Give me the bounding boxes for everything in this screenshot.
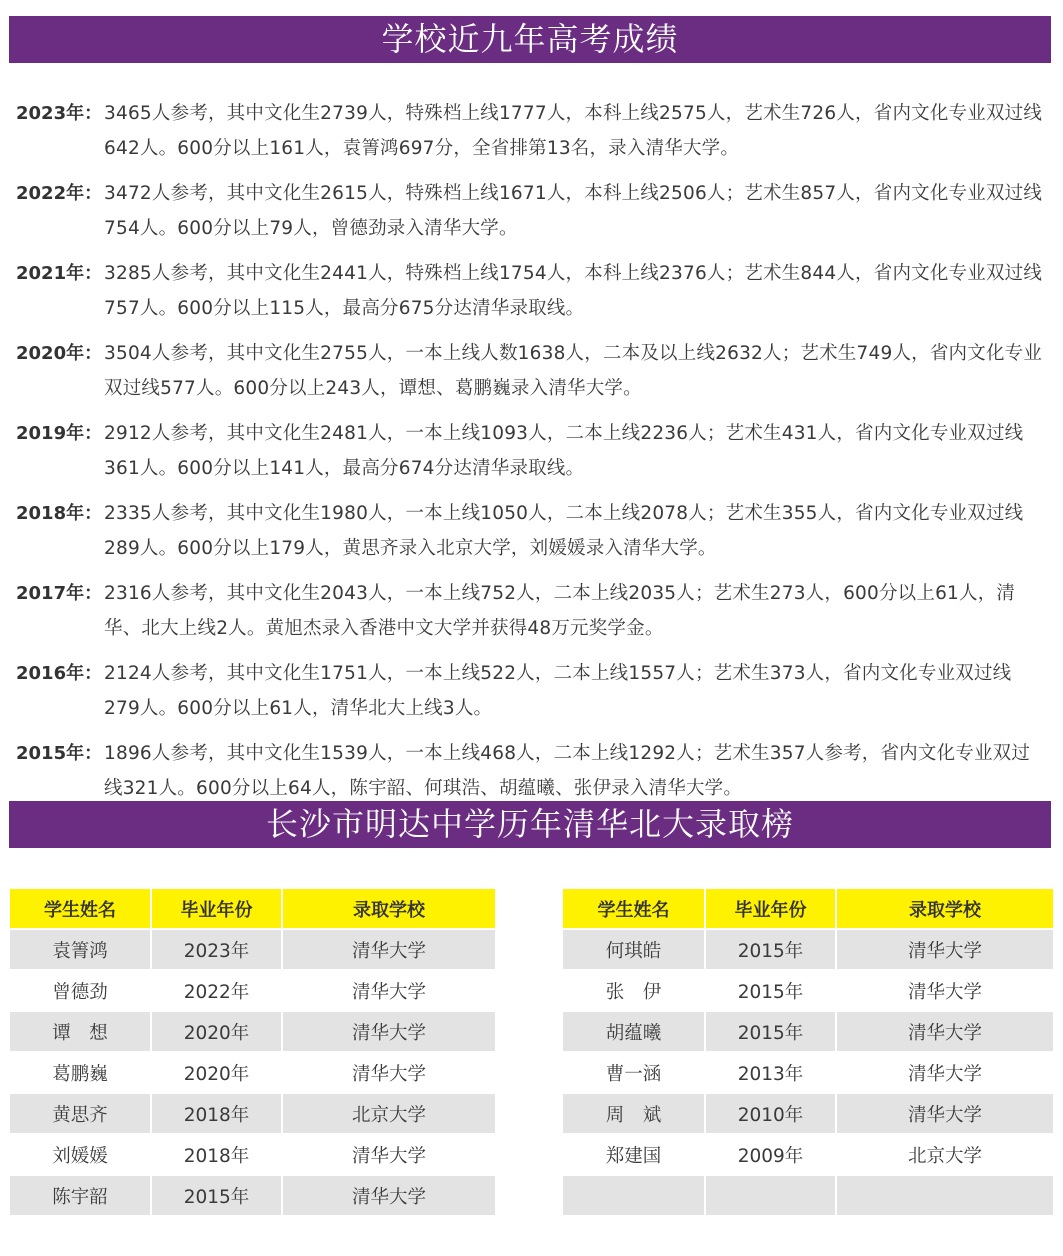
admitted-school [837, 1176, 1053, 1215]
admission-table-left [8, 887, 497, 1217]
admitted-school: 清华大学 [283, 1053, 495, 1092]
student-name: 袁箐鸿 [10, 930, 150, 969]
student-name: 谭 想 [10, 1012, 150, 1051]
table-row-empty [563, 1176, 1053, 1215]
graduation-year: 2015年 [706, 930, 835, 969]
table-row [10, 1176, 495, 1215]
table-row [10, 930, 495, 969]
header-graduation-year: 毕业年份 [706, 889, 835, 928]
exam-results-list [16, 96, 1046, 816]
result-row [16, 176, 1046, 246]
result-row [16, 416, 1046, 486]
student-name: 胡蕴曦 [563, 1012, 704, 1051]
result-year: 2016年： [16, 663, 103, 684]
result-row [16, 656, 1046, 726]
result-year: 2017年： [16, 583, 103, 604]
student-name: 郑建国 [563, 1135, 704, 1174]
result-year: 2020年： [16, 343, 103, 364]
result-text: 2124人参考，其中文化生1751人，一本上线522人，二本上线1557人；艺术生373人，省内文化专业双过线279人。600分以上61人，清华北大上线3人。 [104, 663, 1012, 719]
student-name: 黄思齐 [10, 1094, 150, 1133]
graduation-year: 2018年 [152, 1094, 281, 1133]
result-row [16, 496, 1046, 566]
graduation-year [706, 1176, 835, 1215]
result-row [16, 336, 1046, 406]
graduation-year: 2020年 [152, 1053, 281, 1092]
result-row [16, 576, 1046, 646]
admitted-school: 清华大学 [283, 1012, 495, 1051]
graduation-year: 2015年 [152, 1176, 281, 1215]
result-year: 2015年： [16, 743, 103, 764]
student-name: 曹一涵 [563, 1053, 704, 1092]
graduation-year: 2009年 [706, 1135, 835, 1174]
result-row [16, 736, 1046, 806]
result-row [16, 256, 1046, 326]
header-student-name: 学生姓名 [10, 889, 150, 928]
table-row [10, 1012, 495, 1051]
result-year: 2021年： [16, 263, 103, 284]
graduation-year: 2020年 [152, 1012, 281, 1051]
student-name: 周 斌 [563, 1094, 704, 1133]
graduation-year: 2015年 [706, 1012, 835, 1051]
graduation-year: 2018年 [152, 1135, 281, 1174]
table-row [563, 971, 1053, 1010]
table-row [10, 1094, 495, 1133]
header-student-name: 学生姓名 [563, 889, 704, 928]
admitted-school: 清华大学 [837, 971, 1053, 1010]
result-text: 2316人参考，其中文化生2043人，一本上线752人，二本上线2035人；艺术生273人，600分以上61人，清华、北大上线2人。黄旭杰录入香港中文大学并获得48万元奖学金。 [104, 583, 1016, 639]
graduation-year: 2022年 [152, 971, 281, 1010]
result-text: 3285人参考，其中文化生2441人，特殊档上线1754人，本科上线2376人；艺术生844人，省内文化专业双过线757人。600分以上115人，最高分675分达清华录取线。 [104, 263, 1043, 319]
admitted-school: 清华大学 [283, 1135, 495, 1174]
admitted-school: 北京大学 [283, 1094, 495, 1133]
table-row [563, 1012, 1053, 1051]
result-year: 2019年： [16, 423, 103, 444]
table-row [563, 1053, 1053, 1092]
admitted-school: 清华大学 [837, 1012, 1053, 1051]
result-text: 2912人参考，其中文化生2481人，一本上线1093人，二本上线2236人；艺术生431人，省内文化专业双过线361人。600分以上141人，最高分674分达清华录取线。 [104, 423, 1024, 479]
admitted-school: 清华大学 [283, 930, 495, 969]
student-name: 张 伊 [563, 971, 704, 1010]
result-text: 3465人参考，其中文化生2739人，特殊档上线1777人，本科上线2575人，艺术生726人，省内文化专业双过线642人。600分以上161人，袁箐鸿697分，全省排第13名，录入清华大学。 [104, 103, 1043, 159]
graduation-year: 2023年 [152, 930, 281, 969]
header-admitted-school: 录取学校 [283, 889, 495, 928]
result-text: 3472人参考，其中文化生2615人，特殊档上线1671人，本科上线2506人；艺术生857人，省内文化专业双过线754人。600分以上79人，曾德劲录入清华大学。 [104, 183, 1043, 239]
graduation-year: 2015年 [706, 971, 835, 1010]
table-row [563, 930, 1053, 969]
result-text: 1896人参考，其中文化生1539人，一本上线468人，二本上线1292人；艺术生357人参考，省内文化专业双过线321人。600分以上64人，陈宇韶、何琪浩、胡蕴曦、张伊录入清华大学。 [104, 743, 1031, 799]
admitted-school: 北京大学 [837, 1135, 1053, 1174]
result-year: 2023年： [16, 103, 103, 124]
admitted-school: 清华大学 [837, 1094, 1053, 1133]
result-text: 3504人参考，其中文化生2755人，一本上线人数1638人，二本及以上线2632人；艺术生749人，省内文化专业双过线577人。600分以上243人，谭想、葛鹏巍录入清华大学。 [104, 343, 1043, 399]
student-name: 葛鹏巍 [10, 1053, 150, 1092]
graduation-year: 2010年 [706, 1094, 835, 1133]
student-name [563, 1176, 704, 1215]
table-row [563, 1094, 1053, 1133]
header-admitted-school: 录取学校 [837, 889, 1053, 928]
table-header-row [563, 889, 1053, 928]
table-header-row [10, 889, 495, 928]
admission-table-right [561, 887, 1055, 1217]
header-graduation-year: 毕业年份 [152, 889, 281, 928]
student-name: 刘媛媛 [10, 1135, 150, 1174]
table-row [10, 1135, 495, 1174]
result-text: 2335人参考，其中文化生1980人，一本上线1050人，二本上线2078人；艺术生355人，省内文化专业双过线289人。600分以上179人，黄思齐录入北京大学，刘媛媛录入清华大学。 [104, 503, 1024, 559]
table-row [563, 1135, 1053, 1174]
student-name: 曾德劲 [10, 971, 150, 1010]
section-title-exam-results: 学校近九年高考成绩 [9, 16, 1051, 63]
table-row [10, 971, 495, 1010]
section-title-admission-list: 长沙市明达中学历年清华北大录取榜 [9, 801, 1051, 848]
admitted-school: 清华大学 [837, 1053, 1053, 1092]
student-name: 何琪皓 [563, 930, 704, 969]
table-row [10, 1053, 495, 1092]
admitted-school: 清华大学 [283, 971, 495, 1010]
graduation-year: 2013年 [706, 1053, 835, 1092]
result-row [16, 96, 1046, 166]
result-year: 2022年： [16, 183, 103, 204]
result-year: 2018年： [16, 503, 103, 524]
admitted-school: 清华大学 [837, 930, 1053, 969]
admitted-school: 清华大学 [283, 1176, 495, 1215]
student-name: 陈宇韶 [10, 1176, 150, 1215]
